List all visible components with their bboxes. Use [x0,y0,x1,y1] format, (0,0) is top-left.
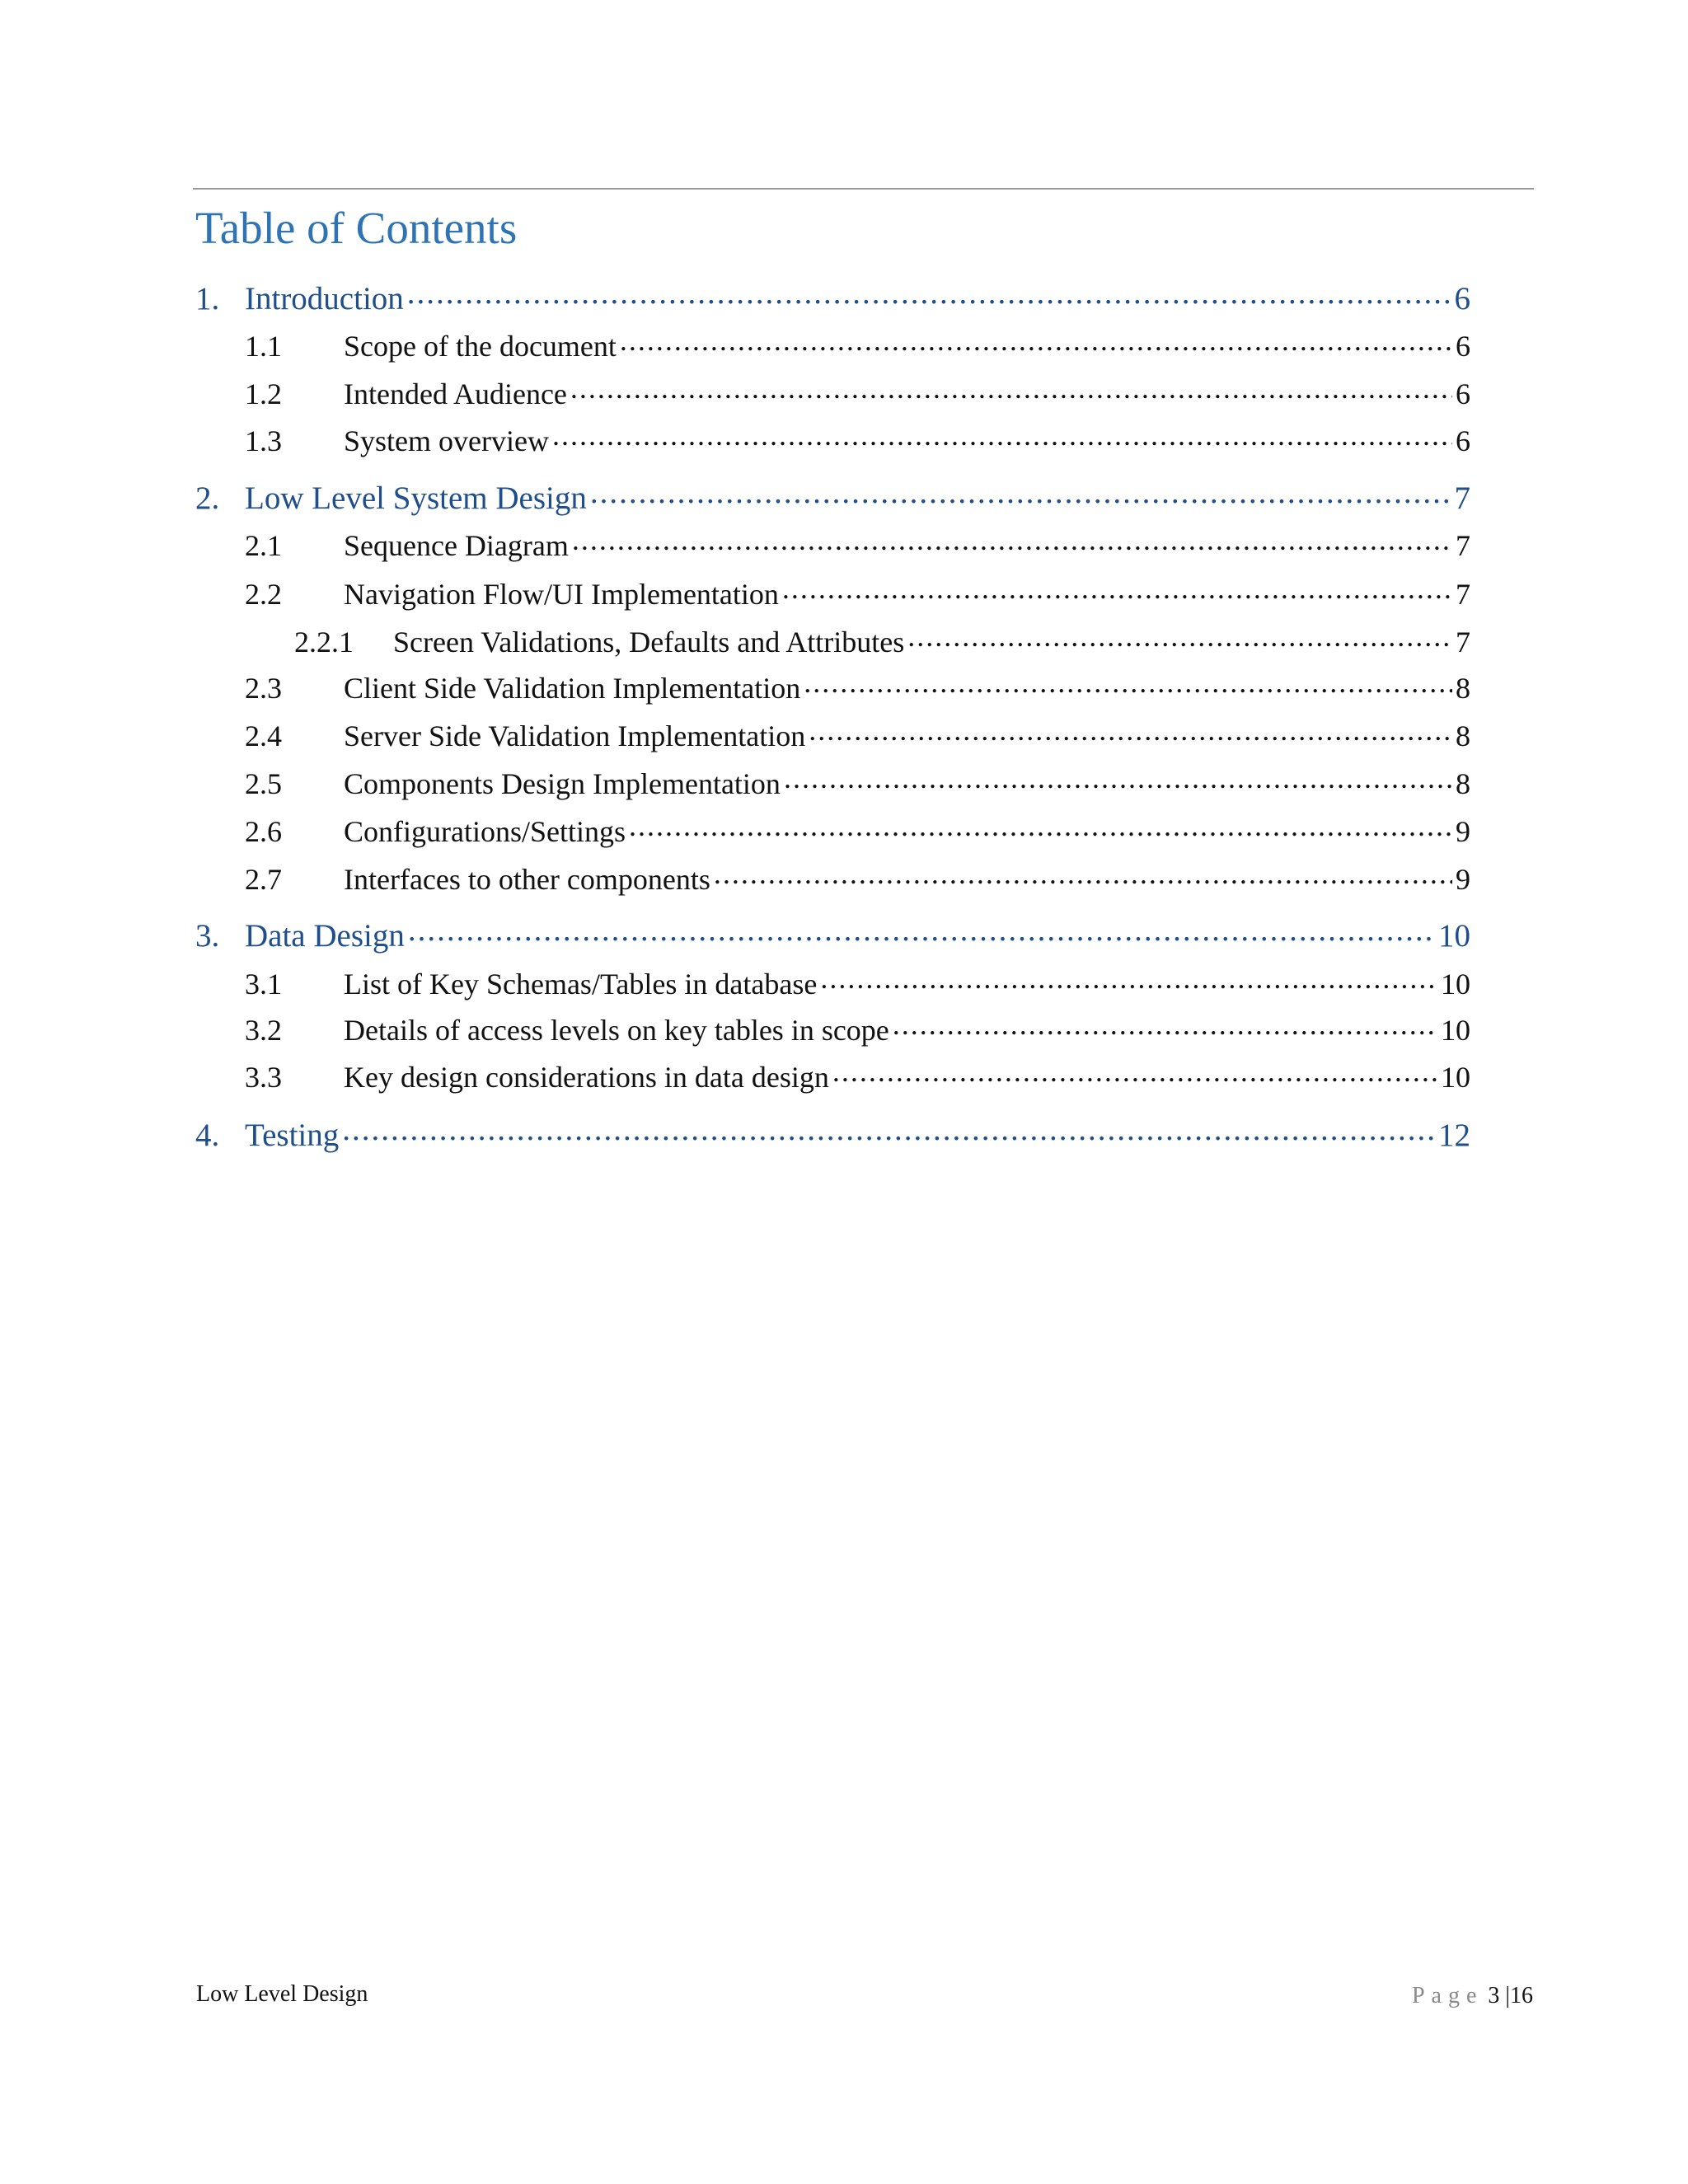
toc-dot-leader [893,1010,1437,1040]
toc-entry-page: 7 [1456,529,1470,562]
toc-dot-leader [809,716,1452,746]
toc-entry-number: 1.1 [245,330,282,363]
toc-entry-number: 2.4 [245,719,282,752]
toc-entry-page: 8 [1456,767,1470,800]
toc-entry-number: 2.2.1 [294,626,354,658]
toc-dot-leader [907,622,1452,652]
toc-dot-leader [590,476,1451,509]
toc-entry-page: 6 [1454,281,1470,316]
toc-entry-title: Introduction [245,281,404,316]
toc-dot-leader [342,1113,1435,1146]
toc-entry-page: 7 [1454,480,1470,516]
toc-entry-number: 2.7 [245,863,282,896]
toc-dot-leader [782,574,1452,604]
toc-entry[interactable] [245,762,1470,806]
toc-entry-page: 6 [1456,377,1470,410]
toc-entry-number: 3.3 [245,1061,282,1094]
toc-dot-leader [629,812,1452,841]
toc-entry-page: 10 [1438,918,1470,954]
toc-title: Table of Contents [195,203,518,253]
toc-entry-page: 6 [1456,424,1470,457]
toc-dot-leader [572,526,1452,555]
toc-entry-title: Navigation Flow/UI Implementation [344,578,779,611]
toc-entry-title: Components Design Implementation [344,767,781,800]
toc-entry[interactable] [245,714,1470,758]
toc-entry-page: 9 [1456,815,1470,848]
footer-page-total: 16 [1510,1983,1533,2008]
toc-entry[interactable] [195,276,1470,322]
toc-entry-page: 12 [1438,1118,1470,1153]
toc-entry-number: 2.3 [245,672,282,705]
toc-entry-title: Scope of the document [344,330,617,363]
footer-page-current: 3 [1488,1983,1500,2008]
toc-entry-title: System overview [344,424,549,457]
toc-entry[interactable] [195,1113,1470,1159]
toc-dot-leader [820,964,1437,994]
toc-entry-page: 8 [1456,719,1470,752]
toc-entry-number: 2.1 [245,529,282,562]
toc-entry[interactable] [245,372,1470,416]
toc-entry-number: 2.2 [245,578,282,611]
toc-dot-leader [804,668,1452,698]
toc-entry-title: Data Design [245,918,405,954]
toc-entry-page: 6 [1456,330,1470,363]
toc-entry-number: 2.6 [245,815,282,848]
toc-entry[interactable] [245,1008,1470,1052]
toc-entry-title: Details of access levels on key tables in scope [344,1014,889,1047]
toc-entry-title: Interfaces to other components [344,863,710,896]
toc-entry[interactable] [245,962,1470,1006]
footer-page-number [1412,1983,1533,2009]
toc-entry-title: List of Key Schemas/Tables in database [344,968,818,1001]
toc-entry-number: 4. [195,1118,220,1153]
toc-entry-number: 2. [195,480,220,516]
toc-entry[interactable] [195,913,1470,959]
toc-dot-leader [552,421,1452,451]
footer-page-separator: | [1505,1983,1510,2008]
toc-entry[interactable] [245,419,1470,463]
toc-entry-page: 7 [1456,626,1470,658]
toc-entry[interactable] [245,857,1470,902]
toc-entry[interactable] [294,620,1470,664]
toc-entry-number: 1.2 [245,377,282,410]
toc-entry[interactable] [245,324,1470,368]
toc-entry-page: 9 [1456,863,1470,896]
toc-entry-number: 3.2 [245,1014,282,1047]
toc-dot-leader [784,764,1452,794]
toc-entry[interactable] [245,666,1470,710]
toc-dot-leader [832,1057,1437,1087]
toc-entry-title: Key design considerations in data design [344,1061,829,1094]
toc-entry-page: 7 [1456,578,1470,611]
toc-entry[interactable] [245,523,1470,568]
toc-entry-title: Sequence Diagram [344,529,569,562]
toc-entry-title: Testing [245,1118,340,1153]
toc-entry-page: 10 [1441,1061,1470,1094]
toc-entry-title: Configurations/Settings [344,815,626,848]
toc-entry[interactable] [195,476,1470,522]
toc-dot-leader [620,326,1452,356]
toc-entry-title: Client Side Validation Implementation [344,672,801,705]
toc-entry[interactable] [245,572,1470,616]
toc-entry[interactable] [245,1055,1470,1099]
toc-entry-number: 1. [195,281,220,316]
toc-entry-page: 10 [1441,1014,1470,1047]
toc-dot-leader [407,277,1451,309]
toc-dot-leader [714,860,1452,889]
toc-entry-number: 1.3 [245,424,282,457]
toc-entry-number: 3.1 [245,968,282,1001]
toc-entry-page: 10 [1441,968,1470,1001]
toc-dot-leader [570,374,1452,404]
toc-entry-title: Intended Audience [344,377,567,410]
toc-entry[interactable] [245,809,1470,854]
toc-dot-leader [408,914,1435,946]
toc-entry-title: Screen Validations, Defaults and Attributes [393,626,905,658]
footer-page-word: Page [1411,1983,1484,2008]
toc-entry-title: Low Level System Design [245,480,587,516]
toc-entry-page: 8 [1456,672,1470,705]
toc-entry-title: Server Side Validation Implementation [344,719,806,752]
toc-entry-number: 2.5 [245,767,282,800]
footer-document-title: Low Level Design [196,1981,368,2007]
toc-entry-number: 3. [195,918,220,954]
